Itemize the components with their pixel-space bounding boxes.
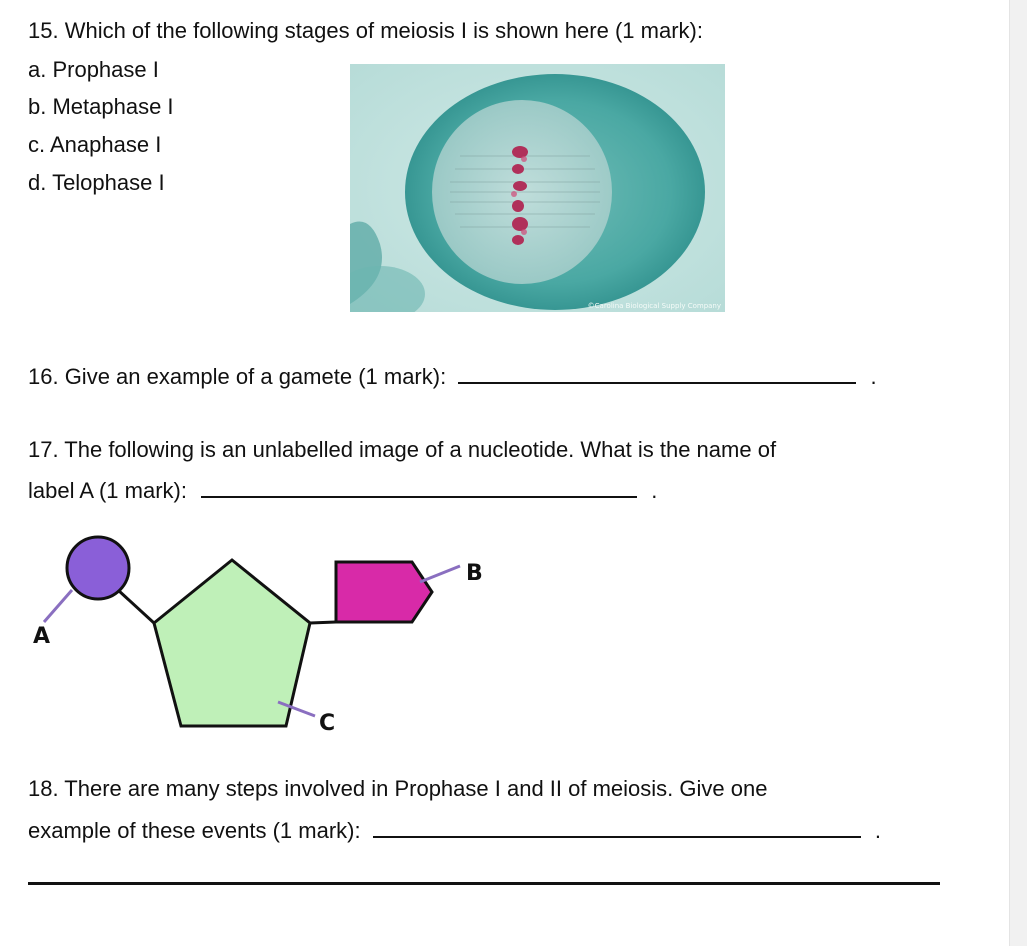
image-credit: ©Carolina Biological Supply Company [587,302,721,310]
answer-line[interactable] [28,882,940,885]
q18-line2 [28,816,881,844]
nucleotide-diagram [20,530,540,740]
q18-answer-blank[interactable] [373,816,861,838]
q15-option-a: a. Prophase I [28,57,159,82]
q15-option-c: c. Anaphase I [28,132,162,157]
q16-end: . [870,364,877,389]
scrollbar[interactable] [1009,0,1027,946]
label-a: A [33,624,51,649]
q17-question-line2: label A (1 mark): [28,478,187,503]
pointer-b-line [420,566,460,582]
label-c: C [319,711,336,736]
nitrogenous-base-pentagon [336,562,432,622]
q17-question-line1: 17. The following is an unlabelled image of a nucleotide. What is the name of [28,437,777,462]
q15-option-d: d. Telophase I [28,170,165,195]
phosphate-circle [67,537,129,599]
q18-question-line1: 18. There are many steps involved in Prophase I and II of meiosis. Give one [28,776,768,801]
q16-answer-blank[interactable] [458,362,856,384]
q15-option-b: b. Metaphase I [28,94,174,119]
q16-line [28,362,877,390]
q18-question-line2: example of these events (1 mark): [28,818,361,843]
sugar-pentagon [154,560,310,726]
q17-line2 [28,476,657,504]
q16-question: 16. Give an example of a gamete (1 mark): [28,364,447,389]
q15-question: 15. Which of the following stages of meiosis I is shown here (1 mark): [28,18,703,43]
q17-end: . [651,478,658,503]
q17-answer-blank[interactable] [201,476,637,498]
meiosis-micrograph-image [350,64,725,312]
label-b: B [466,561,483,586]
pointer-a-line [44,590,72,622]
q18-end: . [874,818,881,843]
